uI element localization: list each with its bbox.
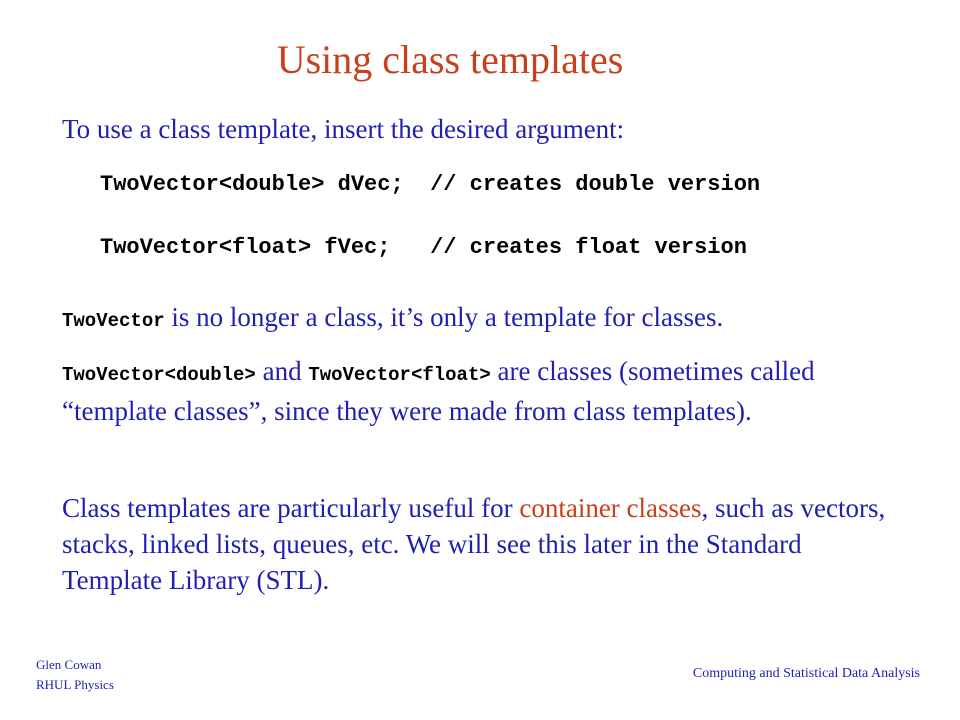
code-line-float [100,235,747,260]
inline-code: TwoVector<double> [62,364,256,386]
code-comment: // creates float version [430,235,747,260]
footer-author-block [36,655,114,695]
paragraph-text: and [255,356,309,386]
paragraph-template-classes [62,353,902,429]
footer-course: Computing and Statistical Data Analysis [692,666,920,681]
inline-code: TwoVector [62,310,165,332]
intro-text: To use a class template, insert the desired argument: [62,114,625,144]
footer-affiliation: RHUL Physics [36,677,114,692]
footer-author: Glen Cowan [36,657,102,672]
paragraph-text: Class templates are particularly useful for [62,493,520,523]
paragraph-text: is no longer a class, it’s only a template for classes. [164,302,724,332]
code-statement: TwoVector<float> fVec; [100,235,391,260]
code-comment: // creates double version [430,172,761,197]
highlight-text: container classes [519,493,702,523]
slide-title: Using class templates [276,37,624,82]
code-line-double [100,172,760,197]
code-statement: TwoVector<double> dVec; [100,172,404,197]
inline-code: TwoVector<float> [308,364,491,386]
paragraph-text: , such as vectors, stacks, linked lists, queues, etc. We will see this later in the Standard Template Library (STL). [62,493,886,595]
paragraph-template-note [62,299,902,339]
paragraph-container-classes [62,490,902,598]
paragraph-text: are classes (sometimes called “template classes”, since they were made from class templates). [62,356,815,426]
